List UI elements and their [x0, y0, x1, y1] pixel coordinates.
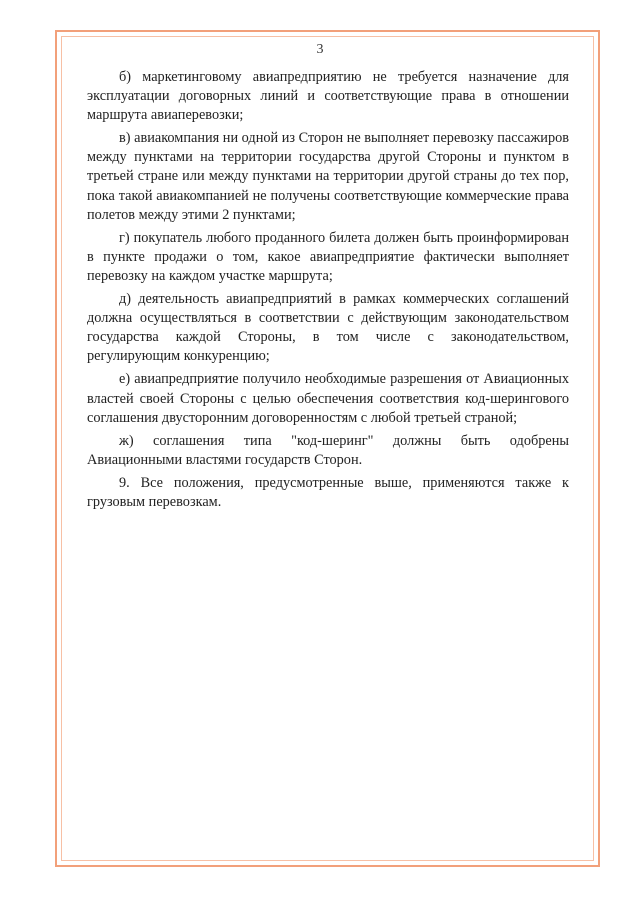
paragraph-e: е) авиапредприятие получило необходимые разрешения от Авиационных властей своей Стороны с целью обеспечения соответствия код-шерингового соглашения двусторонним договоренностям с любой третьей страной; — [87, 371, 569, 426]
document-body — [87, 68, 569, 516]
paragraph-d: д) деятельность авиапредприятий в рамках коммерческих соглашений должна осуществляться в соответствии с действующим законодательством государства каждой Стороны, в том числе с законодательством, регулирующим конкуренцию; — [87, 291, 569, 365]
paragraph-zh: ж) соглашения типа "код-шеринг" должны быть одобрены Авиационными властями государств Сторон. — [87, 432, 569, 468]
paragraph-v: в) авиакомпания ни одной из Сторон не выполняет перевозку пассажиров между пунктами на территории государства другой Стороны и пунктом в третьей стране или между пунктами на территории другой страны до тех пор, пока такой авиакомпанией не получены соответствующие коммерческие права полетов между этими 2 пунктами; — [87, 130, 569, 223]
page-number: 3 — [316, 42, 324, 57]
paragraph-g: г) покупатель любого проданного билета должен быть проинформирован в пункте продажи о том, какое авиапредприятие фактически выполняет перевозку на каждом участке маршрута; — [87, 229, 569, 284]
paragraph-b: б) маркетинговому авиапредприятию не требуется назначение для эксплуатации договорных линий и соответствующие права в отношении маршрута авиаперевозки; — [87, 69, 569, 124]
paragraph-9: 9. Все положения, предусмотренные выше, применяются также к грузовым перевозкам. — [87, 474, 569, 510]
